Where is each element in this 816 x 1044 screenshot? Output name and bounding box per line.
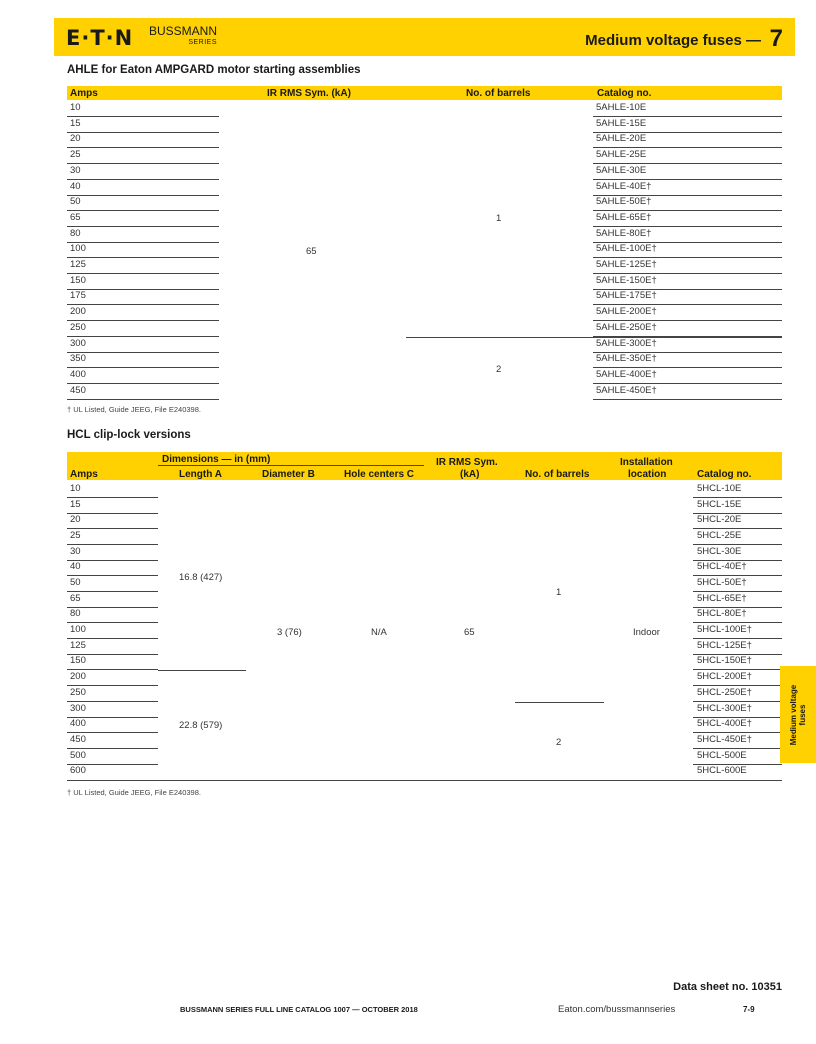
ahle-row-rule-left [67, 336, 219, 337]
hcl-amps-cell: 80 [70, 608, 81, 620]
bussmann-brand [149, 26, 217, 48]
ahle-col-ir: IR RMS Sym. (kA) [267, 88, 351, 99]
ahle-row-rule-left [67, 242, 219, 243]
ahle-amps-cell: 80 [70, 227, 81, 239]
ahle-row-rule-left [67, 179, 219, 180]
hcl-amps-cell: 250 [70, 686, 86, 698]
hcl-barrels-1: 1 [556, 587, 562, 598]
ahle-row-rule-left [67, 257, 219, 258]
hcl-col-inst-line1: Installation [620, 457, 673, 468]
ahle-header-band [67, 86, 782, 100]
ahle-amps-cell: 40 [70, 180, 81, 192]
hcl-row-rule-left [67, 591, 158, 592]
ahle-footnote: † UL Listed, Guide JEEG, File E240398. [67, 405, 201, 414]
ahle-amps-cell: 65 [70, 211, 81, 223]
hcl-row-rule-left [67, 575, 158, 576]
hcl-amps-cell: 15 [70, 498, 81, 510]
hcl-amps-cell: 125 [70, 639, 86, 651]
ahle-row-rule-left [67, 273, 219, 274]
hcl-amps-cell: 300 [70, 702, 86, 714]
ahle-catalog-cell: 5AHLE-300E† [596, 337, 657, 349]
hcl-amps-cell: 20 [70, 514, 81, 526]
hcl-amps-cell: 50 [70, 577, 81, 589]
dimensions-underline [158, 465, 424, 466]
ahle-catalog-cell: 5AHLE-15E [596, 117, 647, 129]
ahle-title: AHLE for Eaton AMPGARD motor starting assemblies [67, 64, 361, 76]
ahle-catalog-cell: 5AHLE-125E† [596, 259, 657, 270]
hcl-row-rule-left [67, 528, 158, 529]
ahle-amps-cell: 175 [70, 290, 86, 302]
ahle-amps-cell: 50 [70, 196, 81, 208]
ahle-row-rule-left [67, 352, 219, 353]
side-tab-line1: Medium voltage [789, 684, 798, 745]
section-side-tab[interactable] [780, 666, 816, 763]
hcl-catalog-cell: 5HCL-40E† [697, 561, 747, 573]
ahle-col-barrels: No. of barrels [466, 88, 531, 99]
ahle-row-rule-left [67, 383, 219, 384]
ahle-amps-cell: 350 [70, 353, 86, 365]
hcl-catalog-cell: 5HCL-65E† [697, 592, 747, 604]
ahle-amps-cell: 150 [70, 274, 86, 286]
ahle-amps-cell: 400 [70, 368, 86, 380]
ahle-row-rule-left [67, 304, 219, 305]
ahle-catalog-cell: 5AHLE-175E† [596, 290, 657, 302]
ahle-catalog-cell: 5AHLE-50E† [596, 196, 652, 208]
ahle-row-rule-left [67, 226, 219, 227]
hcl-barrels-2: 2 [556, 737, 562, 748]
ahle-catalog-cell: 5AHLE-350E† [596, 353, 657, 365]
hcl-catalog-cell: 5HCL-125E† [697, 639, 752, 651]
hcl-amps-cell: 30 [70, 545, 81, 557]
hcl-bottom-rule [67, 780, 782, 781]
ahle-row-rule-left [67, 399, 219, 400]
hcl-amps-cell: 40 [70, 561, 81, 573]
page-number: 7-9 [743, 1005, 755, 1014]
ahle-row-rule-right [593, 399, 782, 400]
ahle-col-catalog: Catalog no. [597, 88, 652, 99]
hcl-col-ir-line1: IR RMS Sym. [436, 457, 498, 468]
ahle-row-rule-left [67, 210, 219, 211]
ahle-catalog-cell: 5AHLE-150E† [596, 274, 657, 286]
hcl-catalog-cell: 5HCL-400E† [697, 718, 752, 730]
hcl-title: HCL clip-lock versions [67, 429, 191, 441]
hcl-row-rule-left [67, 607, 158, 608]
hcl-catalog-cell: 5HCL-150E† [697, 655, 752, 667]
hcl-catalog-cell: 5HCL-80E† [697, 608, 747, 620]
hcl-amps-cell: 150 [70, 655, 86, 667]
hcl-catalog-cell: 5HCL-300E† [697, 702, 752, 714]
hcl-amps-cell: 25 [70, 530, 81, 542]
hcl-length-1: 16.8 (427) [179, 572, 223, 583]
hcl-length-divider [158, 670, 246, 671]
hcl-diameter: 3 (76) [277, 627, 302, 638]
side-tab-label [789, 684, 807, 744]
ahle-row-rule-left [67, 367, 219, 368]
ahle-catalog-cell: 5AHLE-450E† [596, 384, 657, 396]
ahle-row-rule-left [67, 147, 219, 148]
page-header [54, 18, 795, 56]
ahle-catalog-cell: 5AHLE-40E† [596, 180, 652, 192]
hcl-catalog-cell: 5HCL-250E† [697, 686, 752, 698]
ahle-amps-cell: 200 [70, 306, 86, 318]
ahle-amps-cell: 10 [70, 102, 81, 113]
ahle-row-rule-left [67, 163, 219, 164]
hcl-length-2: 22.8 (579) [179, 720, 223, 731]
hcl-row-rule-left [67, 513, 158, 514]
side-tab-line2: fuses [798, 704, 807, 725]
ahle-ir-value: 65 [306, 246, 317, 257]
hcl-catalog-cell: 5HCL-25E [697, 530, 742, 542]
ahle-row-rule-left [67, 132, 219, 133]
hcl-col-length: Length A [179, 469, 222, 480]
hcl-ir-value: 65 [464, 627, 475, 638]
ahle-catalog-cell: 5AHLE-30E [596, 164, 647, 176]
ahle-amps-cell: 100 [70, 243, 86, 255]
hcl-hole: N/A [371, 627, 387, 638]
ahle-catalog-cell: 5AHLE-80E† [596, 227, 652, 239]
hcl-footnote: † UL Listed, Guide JEEG, File E240398. [67, 788, 201, 797]
hcl-amps-cell: 10 [70, 483, 81, 494]
hcl-col-diameter: Diameter B [262, 469, 315, 480]
ahle-catalog-cell: 5AHLE-200E† [596, 306, 657, 318]
ahle-catalog-cell: 5AHLE-10E [596, 102, 647, 113]
ahle-catalog-cell: 5AHLE-400E† [596, 368, 657, 380]
hcl-row-rule-left [67, 544, 158, 545]
hcl-col-inst-line2: location [628, 469, 667, 480]
footer-url[interactable]: Eaton.com/bussmannseries [558, 1004, 676, 1015]
data-sheet-number: Data sheet no. 10351 [673, 981, 782, 993]
hcl-catalog-cell: 5HCL-200E† [697, 671, 752, 683]
ahle-amps-cell: 125 [70, 259, 86, 270]
ahle-amps-cell: 300 [70, 337, 86, 349]
ahle-amps-cell: 250 [70, 321, 86, 333]
hcl-catalog-cell: 5HCL-50E† [697, 577, 747, 589]
brand-name: BUSSMANN [149, 24, 218, 38]
hcl-catalog-cell: 5HCL-20E [697, 514, 742, 526]
hcl-amps-cell: 100 [70, 624, 86, 636]
hcl-barrel-divider [515, 702, 604, 703]
ahle-row-rule-left [67, 195, 219, 196]
hcl-amps-cell: 600 [70, 765, 86, 777]
hcl-col-catalog: Catalog no. [697, 469, 752, 480]
hcl-amps-cell: 400 [70, 718, 86, 730]
hcl-row-rule-left [67, 560, 158, 561]
hcl-catalog-cell: 5HCL-100E† [697, 624, 752, 636]
hcl-catalog-cell: 5HCL-15E [697, 498, 742, 510]
eaton-logo: E·T·N [66, 26, 134, 50]
chapter-number: 7 [769, 25, 783, 52]
header-title: Medium voltage fuses — [585, 32, 761, 49]
hcl-catalog-cell: 5HCL-30E [697, 545, 742, 557]
ahle-catalog-cell: 5AHLE-65E† [596, 211, 652, 223]
hcl-amps-cell: 450 [70, 733, 86, 745]
ahle-amps-cell: 25 [70, 149, 81, 161]
ahle-amps-cell: 15 [70, 117, 81, 129]
ahle-amps-cell: 450 [70, 384, 86, 396]
ahle-catalog-cell: 5AHLE-100E† [596, 243, 657, 255]
hcl-amps-cell: 500 [70, 749, 86, 761]
hcl-group-dimensions: Dimensions — in (mm) [162, 454, 271, 465]
hcl-catalog-cell: 5HCL-10E [697, 483, 742, 494]
brand-sub: SERIES [188, 39, 218, 46]
hcl-installation: Indoor [633, 627, 660, 638]
ahle-barrel-divider [406, 337, 782, 338]
hcl-col-barrels: No. of barrels [525, 469, 590, 480]
hcl-amps-cell: 200 [70, 671, 86, 683]
hcl-col-hole: Hole centers C [344, 469, 415, 480]
ahle-amps-cell: 20 [70, 133, 81, 145]
ahle-catalog-cell: 5AHLE-25E [596, 149, 647, 161]
ahle-row-rule-left [67, 116, 219, 117]
ahle-row-rule-left [67, 289, 219, 290]
hcl-catalog-cell: 5HCL-450E† [697, 733, 752, 745]
ahle-row-rule-left [67, 320, 219, 321]
hcl-catalog-cell: 5HCL-500E [697, 749, 747, 761]
hcl-catalog-cell: 5HCL-600E [697, 765, 747, 777]
ahle-catalog-cell: 5AHLE-20E [596, 133, 647, 145]
hcl-amps-cell: 65 [70, 592, 81, 604]
ahle-barrels-2: 2 [496, 364, 502, 375]
ahle-catalog-cell: 5AHLE-250E† [596, 321, 657, 333]
hcl-col-ir-line2: (kA) [460, 469, 480, 480]
ahle-barrels-1: 1 [496, 213, 502, 224]
ahle-col-amps: Amps [70, 88, 98, 99]
footer-catalog: BUSSMANN SERIES FULL LINE CATALOG 1007 — OCTOBER 2018 [180, 1005, 418, 1014]
hcl-row-rule-left [67, 497, 158, 498]
ahle-amps-cell: 30 [70, 164, 81, 176]
hcl-col-amps: Amps [70, 469, 98, 480]
